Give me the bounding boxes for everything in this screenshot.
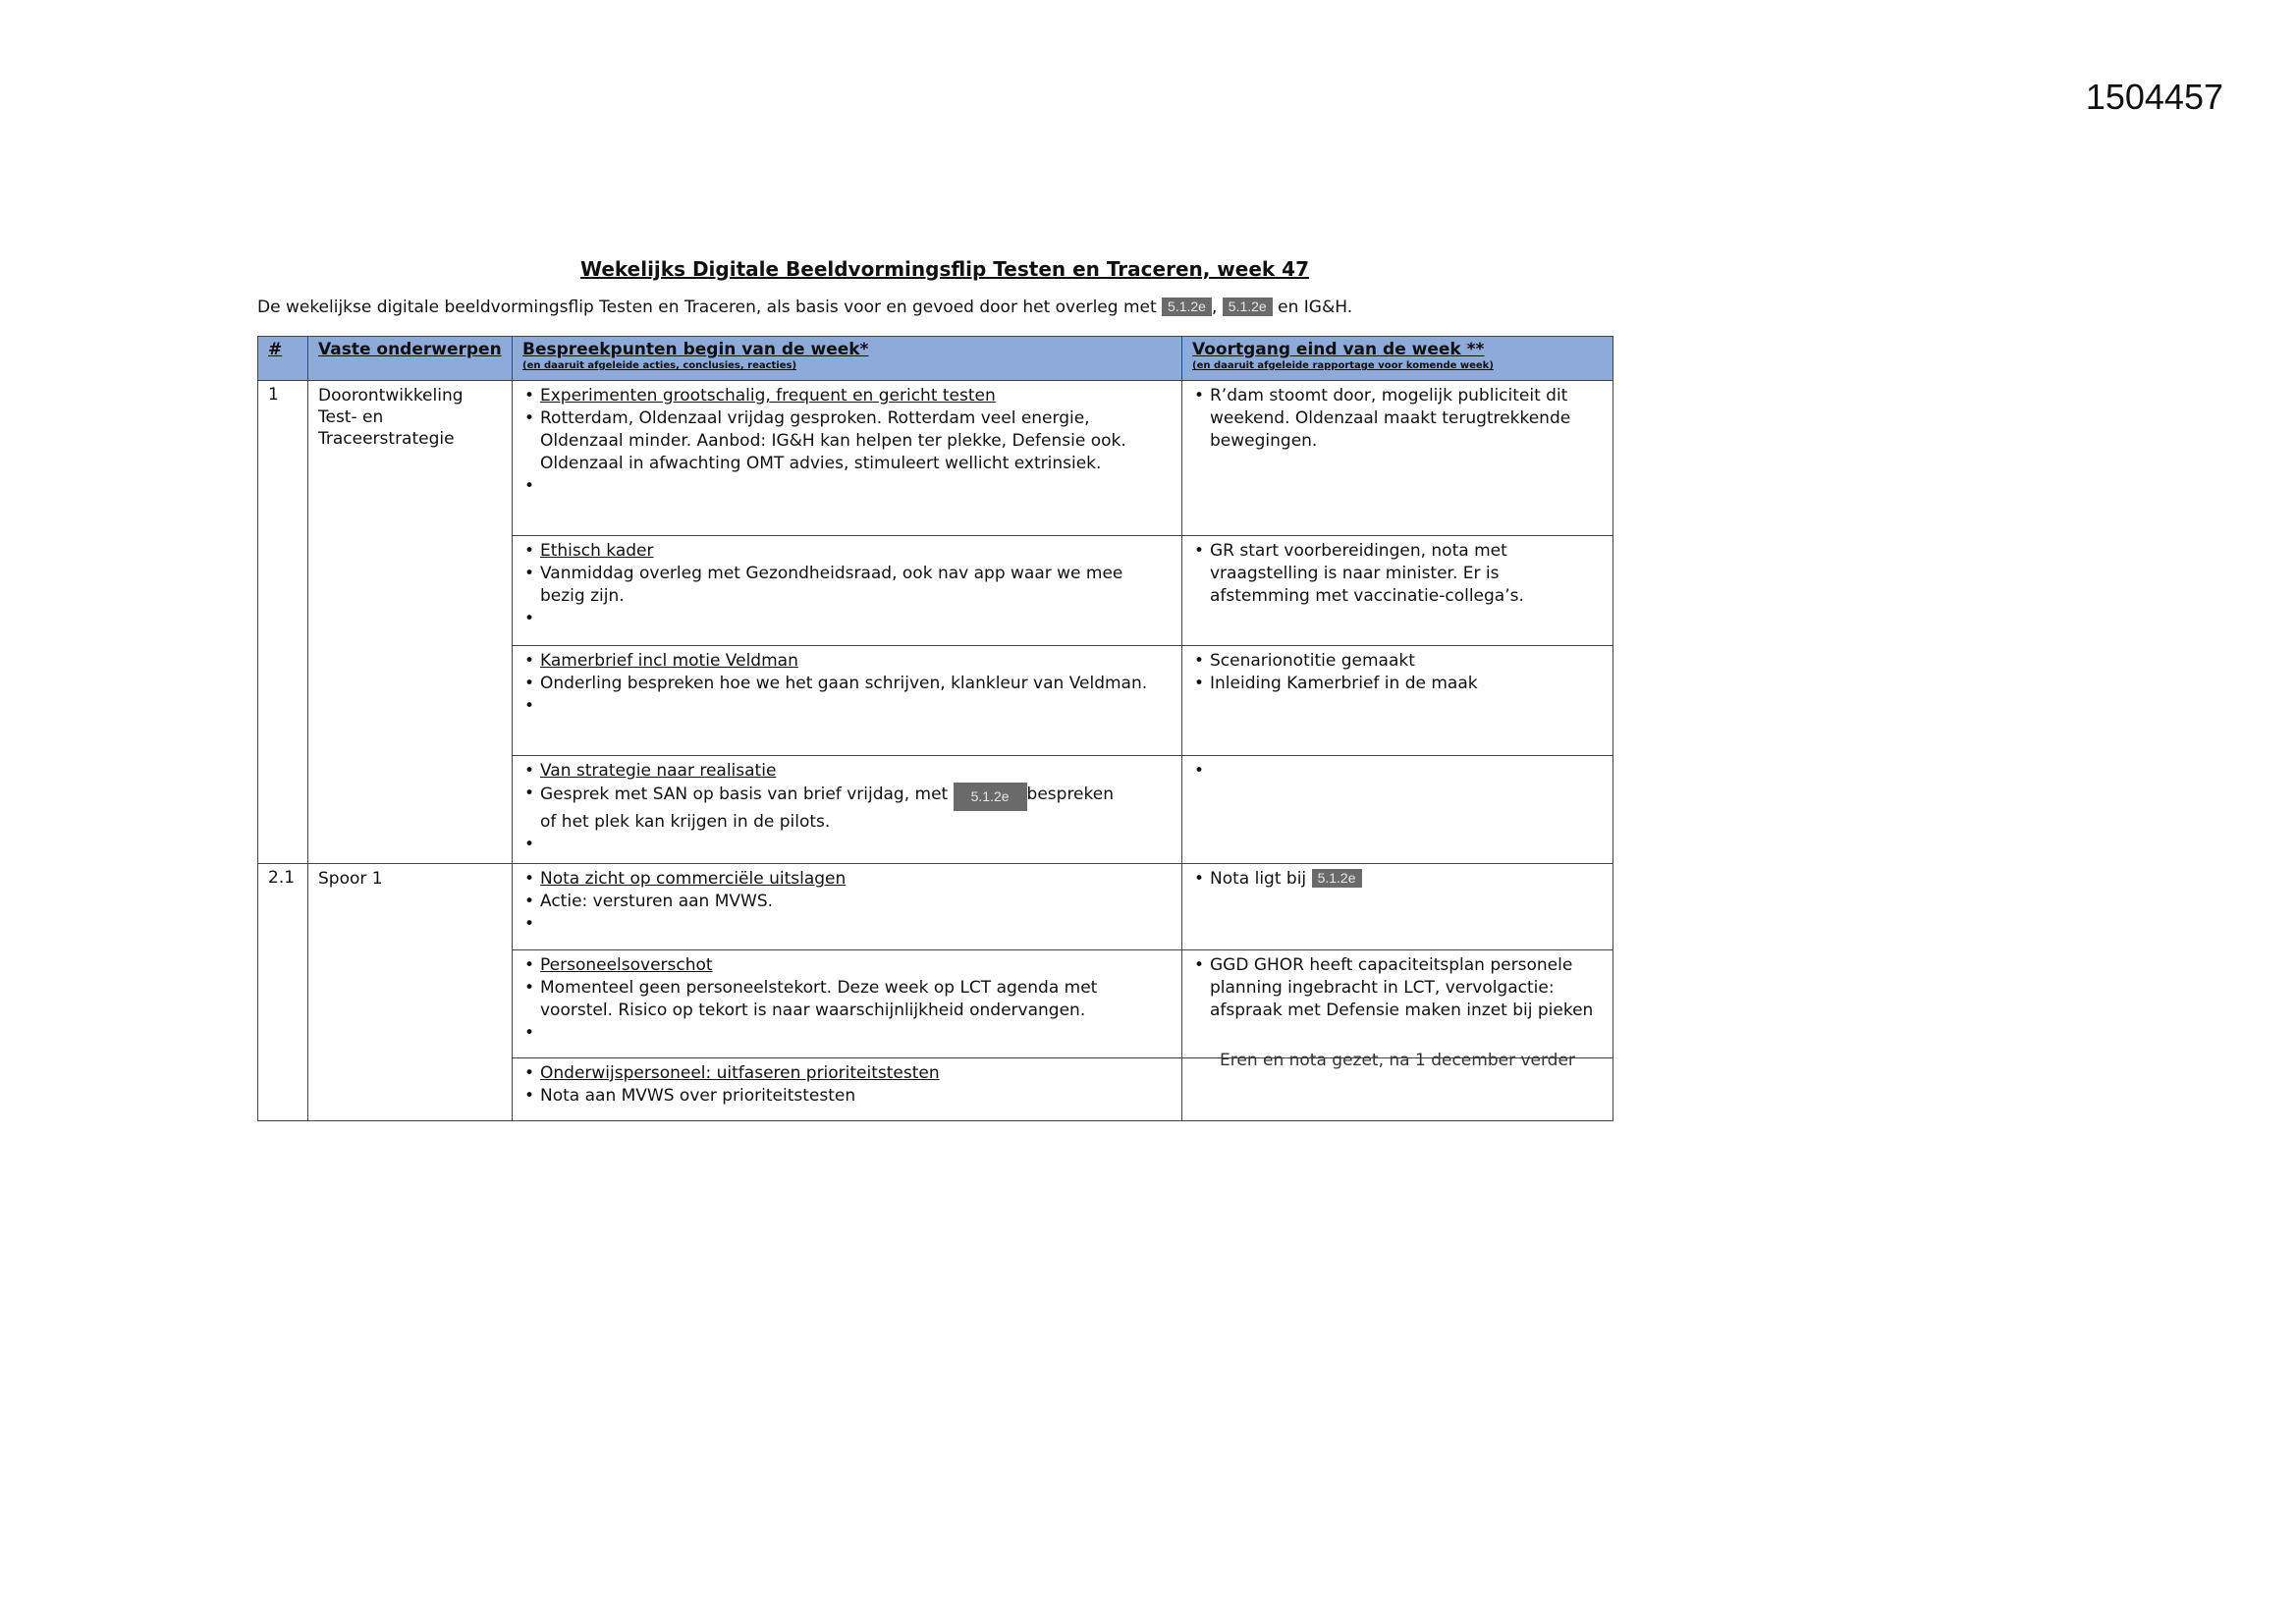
list-item: • Experimenten grootschalig, frequent en gericht testen xyxy=(522,385,1172,407)
list-item: • Personeelsoverschot xyxy=(522,954,1172,977)
intro-text-end: en IG&H. xyxy=(1278,298,1353,317)
intro-text: De wekelijkse digitale beeldvormingsflip Testen en Traceren, als basis voor en gevoed door het overleg met xyxy=(257,298,1157,317)
list-item xyxy=(1192,760,1603,783)
header-discussion-subtitle: (en daaruit afgeleide acties, conclusies, reacties) xyxy=(522,360,797,371)
list-item: • Onderwijspersoneel: uitfaseren prioriteitstesten xyxy=(522,1062,1172,1085)
redaction-box: 5.1.2e xyxy=(1162,298,1212,316)
table-header-row xyxy=(258,337,1613,381)
progress-cell xyxy=(1182,381,1613,536)
discussion-cell xyxy=(513,646,1182,756)
header-discussion-title: Bespreekpunten begin van de week* xyxy=(522,340,869,359)
intro-paragraph xyxy=(257,298,1352,317)
list-item: • Scenarionotitie gemaakt xyxy=(1192,650,1603,673)
progress-cell xyxy=(1182,950,1613,1058)
header-discussion xyxy=(513,337,1182,381)
list-item: • Kamerbrief incl motie Veldman xyxy=(522,650,1172,673)
list-item: • Nota zicht op commerciële uitslagen xyxy=(522,868,1172,891)
list-item: • Rotterdam, Oldenzaal vrijdag gesproken. Rotterdam veel energie, Oldenzaal minder. Aanbod: IG&H kan helpen ter plekke, Defensie ook. Oldenzaal in afwachting OMT advies, stimuleert wellicht extrinsiek. xyxy=(522,407,1172,475)
header-progress-title: Voortgang eind van de week ** xyxy=(1192,340,1485,359)
document-title: Wekelijks Digitale Beeldvormingsflip Testen en Traceren, week 47 xyxy=(579,257,1310,281)
header-progress xyxy=(1182,337,1613,381)
redaction-box: 5.1.2e xyxy=(954,783,1027,811)
header-progress-subtitle: (en daaruit afgeleide rapportage voor komende week) xyxy=(1192,360,1494,371)
list-item: • Nota ligt bij 5.1.2e xyxy=(1192,868,1603,891)
clipped-text: Eren en nota gezet, na 1 december verder xyxy=(1220,1051,1575,1070)
row-number: 1 xyxy=(258,381,308,864)
progress-cell xyxy=(1182,646,1613,756)
redaction-box: 5.1.2e xyxy=(1312,869,1362,888)
progress-cell xyxy=(1182,864,1613,950)
header-topics: Vaste onderwerpen xyxy=(308,337,513,381)
intro-separator: , xyxy=(1211,298,1218,317)
header-number: # xyxy=(258,337,308,381)
list-item: • GR start voorbereidingen, nota met vraagstelling is naar minister. Er is afstemming met vaccinatie-collega’s. xyxy=(1192,540,1603,608)
list-item: • Gesprek met SAN op basis van brief vrijdag, met 5.1.2e bespreken of het plek kan krijgen in de pilots. xyxy=(522,783,1172,834)
document-id: 1504457 xyxy=(2085,77,2223,117)
discussion-cell xyxy=(513,864,1182,950)
list-item: • Nota aan MVWS over prioriteitstesten xyxy=(522,1085,1172,1108)
list-item: • Actie: versturen aan MVWS. xyxy=(522,891,1172,913)
discussion-cell xyxy=(513,1058,1182,1121)
progress-cell xyxy=(1182,536,1613,646)
row-topic: Spoor 1 xyxy=(308,864,513,1121)
list-item: • Van strategie naar realisatie xyxy=(522,760,1172,783)
discussion-cell xyxy=(513,756,1182,864)
row-number: 2.1 xyxy=(258,864,308,1121)
list-item: • Inleiding Kamerbrief in de maak xyxy=(1192,673,1603,695)
redaction-box: 5.1.2e xyxy=(1223,298,1273,316)
row-topic: Doorontwikkeling Test- en Traceerstrategie xyxy=(308,381,513,864)
list-item: • GGD GHOR heeft capaciteitsplan personele planning ingebracht in LCT, vervolgactie: afspraak met Defensie maken inzet bij pieken xyxy=(1192,954,1603,1022)
list-item: • Vanmiddag overleg met Gezondheidsraad, ook nav app waar we mee bezig zijn. xyxy=(522,563,1172,608)
list-item xyxy=(522,913,1172,936)
list-item xyxy=(522,608,1172,630)
discussion-cell xyxy=(513,381,1182,536)
list-item xyxy=(522,695,1172,718)
discussion-cell xyxy=(513,536,1182,646)
list-item: • Ethisch kader xyxy=(522,540,1172,563)
progress-cell xyxy=(1182,1051,1613,1121)
progress-cell xyxy=(1182,756,1613,864)
list-item: • Momenteel geen personeelstekort. Deze week op LCT agenda met voorstel. Risico op tekort is naar waarschijnlijkheid ondervangen. xyxy=(522,977,1172,1022)
status-table xyxy=(257,336,1613,1121)
list-item xyxy=(522,834,1172,856)
table-row xyxy=(258,864,1613,950)
list-item: • Onderling bespreken hoe we het gaan schrijven, klankleur van Veldman. xyxy=(522,673,1172,695)
list-item: • R’dam stoomt door, mogelijk publiciteit dit weekend. Oldenzaal maakt terugtrekkende bewegingen. xyxy=(1192,385,1603,453)
discussion-cell xyxy=(513,950,1182,1058)
table-row xyxy=(258,381,1613,536)
list-item xyxy=(522,1022,1172,1045)
list-item xyxy=(522,475,1172,498)
